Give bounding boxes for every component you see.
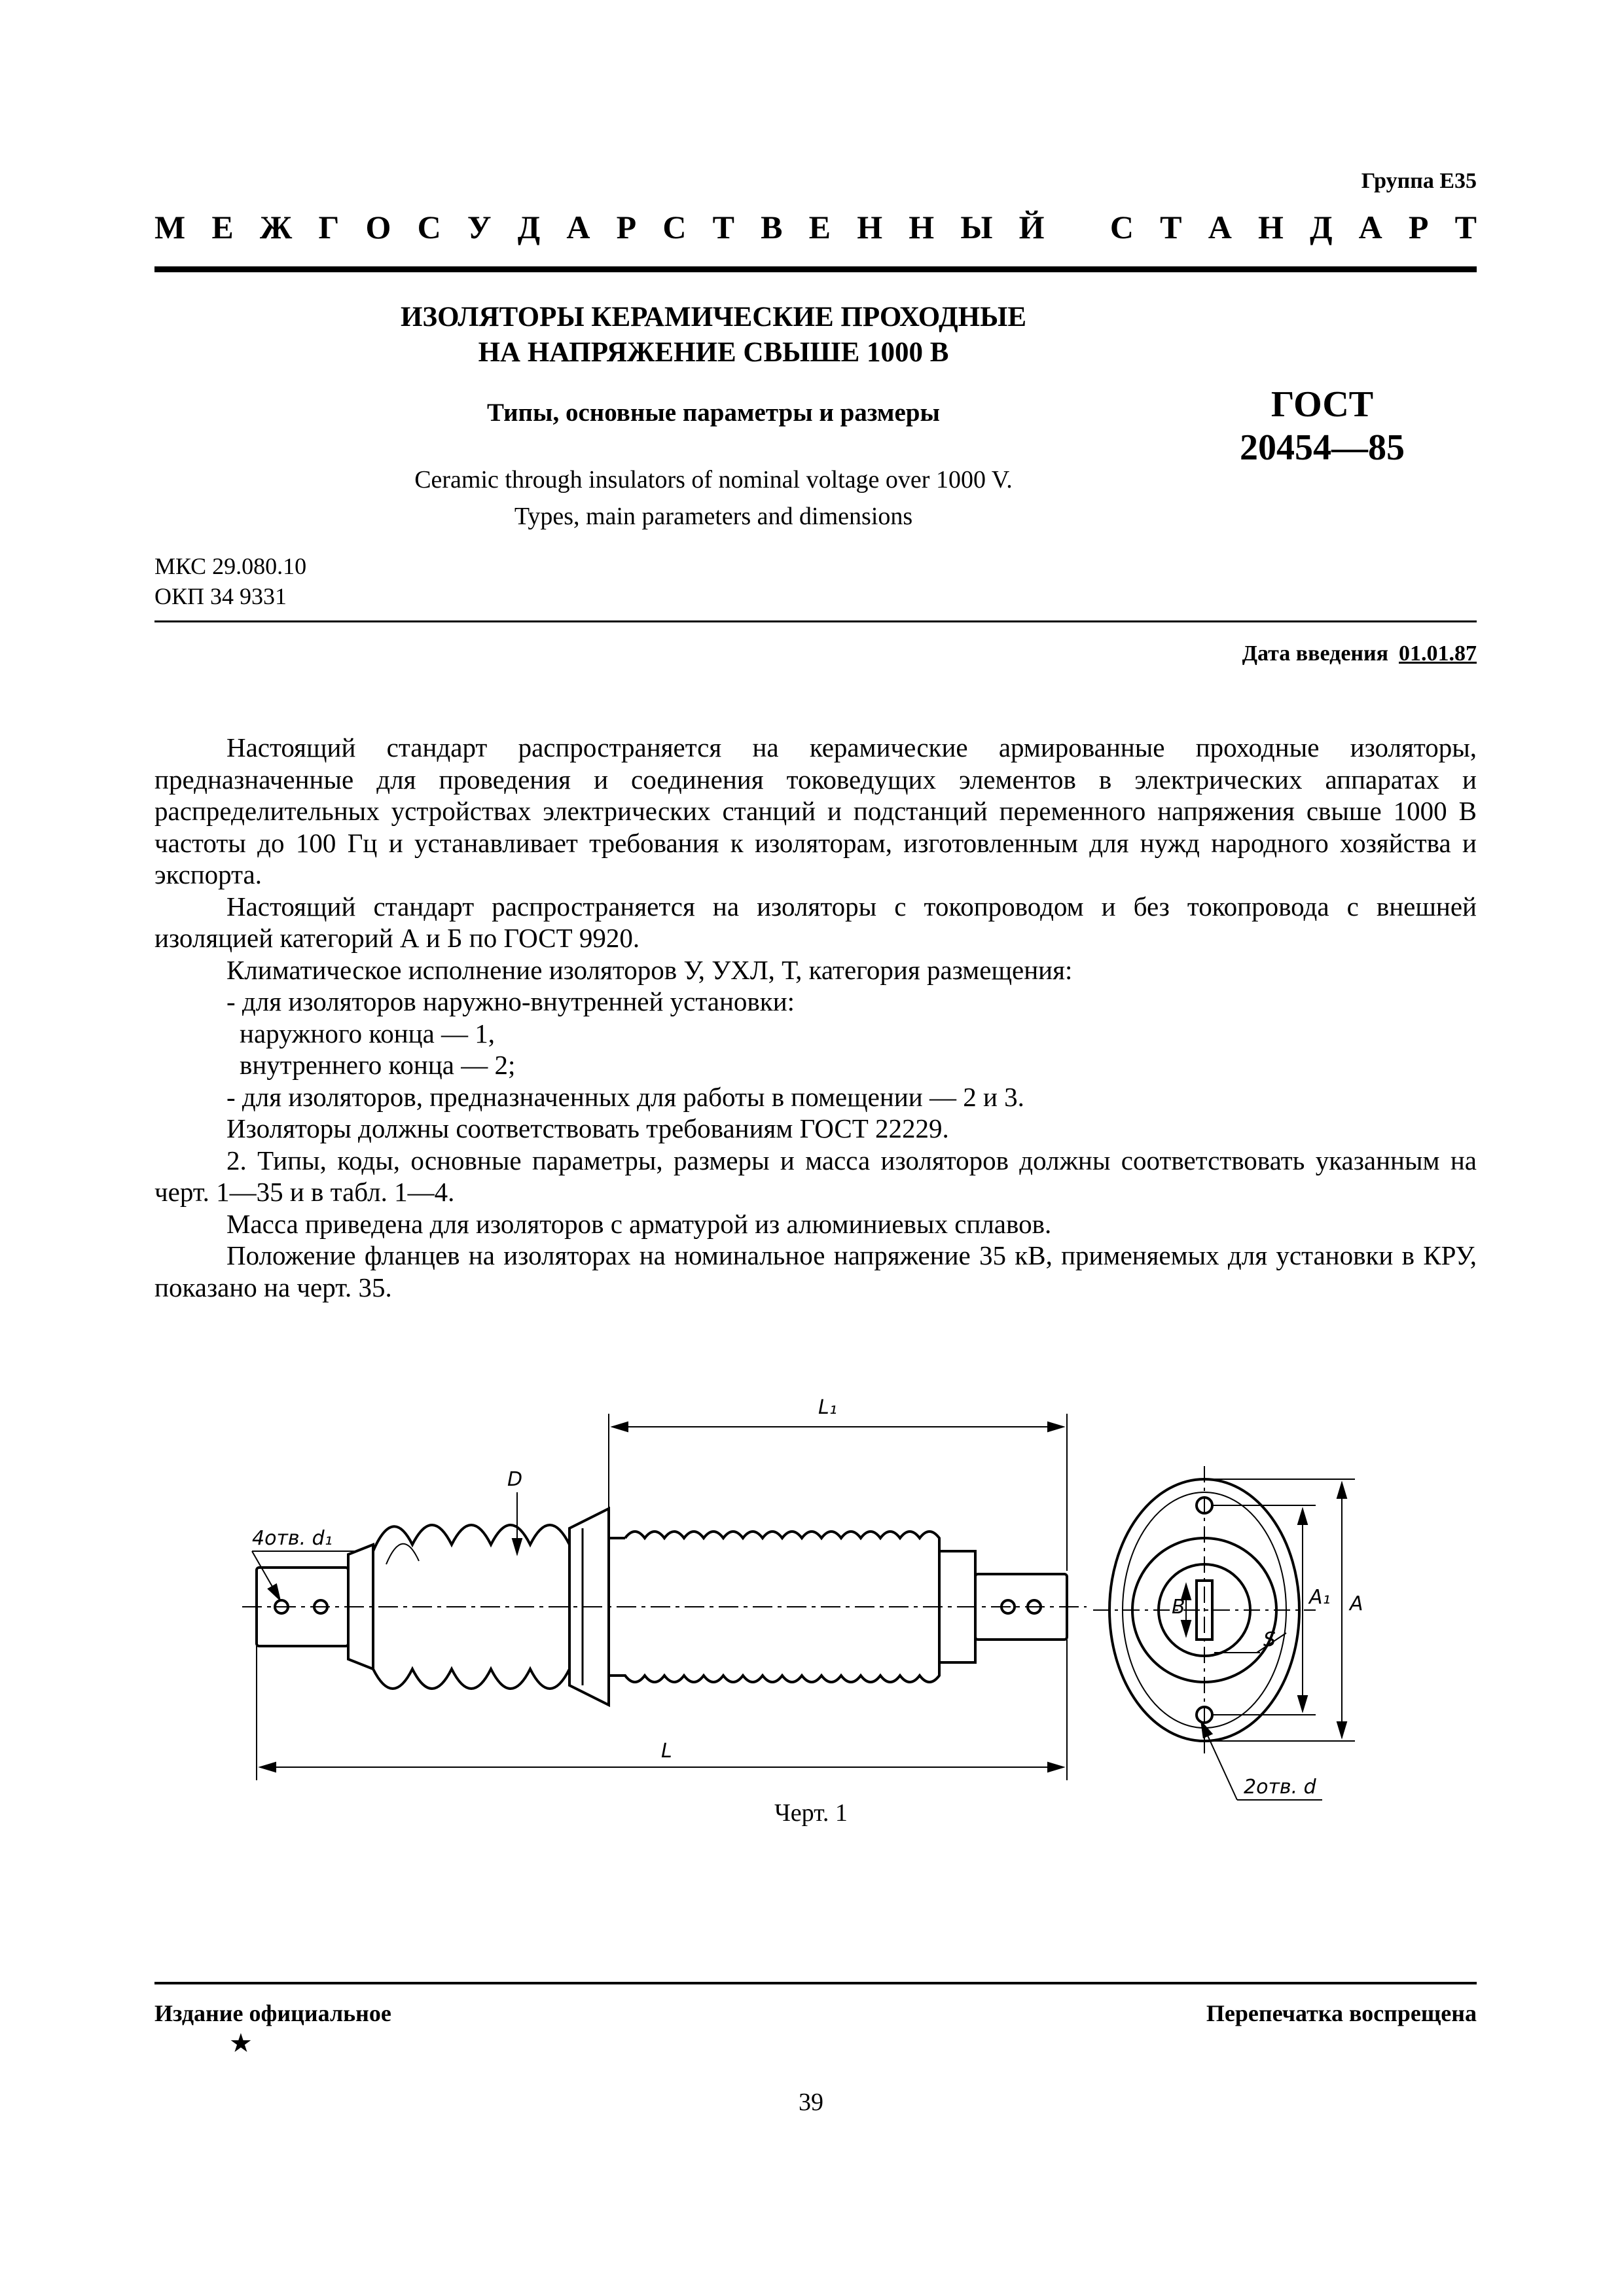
heading-letter: Р (1408, 209, 1429, 245)
paragraph-8: Изоляторы должны соответствовать требованиям ГОСТ 22229. (226, 1113, 949, 1143)
heading-letter: С (1109, 209, 1134, 245)
english-title-line-2: Types, main parameters and dimensions (514, 503, 913, 530)
heading-letter: Ж (259, 209, 293, 245)
page-number: 39 (799, 2089, 823, 2116)
document-title (275, 300, 1152, 370)
gost-code: 20454—85 (1240, 427, 1405, 468)
heading-letter: Г (318, 209, 340, 245)
heading-letter: Е (808, 209, 831, 245)
heading-letter: Т (1454, 209, 1477, 245)
paragraph-9: 2. Типы, коды, основные параметры, размеры и масса изоляторов должны соответствовать указанным на черт. 1—35 и в табл. 1—4. (154, 1145, 1477, 1207)
heading-letter: Д (1310, 209, 1333, 245)
label-d: D (507, 1468, 523, 1491)
heading-letter: С (417, 209, 441, 245)
heading-letter: Т (1160, 209, 1182, 245)
figure-caption: Черт. 1 (774, 1799, 848, 1827)
paragraph-11: Положение фланцев на изоляторах на номинальное напряжение 35 кВ, применяемых для установки в КРУ, показано на черт. 35. (154, 1240, 1477, 1302)
insulator-side-view (242, 1509, 1087, 1705)
okp-code: ОКП 34 9331 (154, 583, 287, 609)
label-b: B (1172, 1596, 1185, 1619)
label-holes-2: 2отв. d (1244, 1776, 1316, 1799)
heading-letter: Н (909, 209, 935, 245)
label-a1: A₁ (1309, 1586, 1331, 1609)
reprint-prohibited: Перепечатка воспрещена (1206, 2000, 1477, 2026)
classification-codes (154, 551, 306, 611)
heading-letter: В (761, 209, 783, 245)
label-a: A (1350, 1592, 1363, 1615)
heading-letter: М (154, 209, 186, 245)
english-title-line-1: Ceramic through insulators of nominal voltage over 1000 V. (414, 466, 1013, 493)
standard-type-heading (154, 208, 1477, 246)
title-line-1: ИЗОЛЯТОРЫ КЕРАМИЧЕСКИЕ ПРОХОДНЫЕ (400, 302, 1027, 332)
heading-word-gap (1071, 208, 1084, 246)
header-rule (154, 266, 1477, 272)
paragraph-4: - для изоляторов наружно-внутренней установки: (226, 986, 795, 1016)
gost-number (1198, 383, 1447, 469)
heading-letter: Р (616, 209, 637, 245)
label-l: L (661, 1740, 672, 1763)
date-label: Дата введения (1242, 641, 1388, 666)
paragraph-3: Климатическое исполнение изоляторов У, УХЛ, Т, категория размещения: (226, 954, 1073, 985)
insulator-drawing (242, 1388, 1368, 1859)
introduction-date (1242, 641, 1477, 666)
label-holes-4: 4отв. d₁ (252, 1527, 333, 1550)
heading-letter: Ы (960, 209, 993, 245)
heading-letter: Т (712, 209, 734, 245)
document-subtitle: Типы, основные параметры и размеры (487, 399, 940, 427)
body-text (154, 732, 1477, 1303)
heading-letter: Н (857, 209, 883, 245)
heading-letter: О (365, 209, 391, 245)
english-title (275, 461, 1152, 535)
heading-letter: Д (517, 209, 541, 245)
heading-letter: С (662, 209, 687, 245)
leader-holes-4 (252, 1551, 357, 1600)
heading-letter: У (467, 209, 492, 245)
title-line-2: НА НАПРЯЖЕНИЕ СВЫШЕ 1000 В (478, 337, 949, 368)
heading-letter: А (566, 209, 590, 245)
heading-letter: Й (1018, 209, 1045, 245)
paragraph-6: внутреннего конца — 2; (240, 1050, 516, 1080)
paragraph-5: наружного конца — 1, (240, 1018, 496, 1049)
heading-letter: Е (211, 209, 234, 245)
label-s: S (1263, 1628, 1276, 1651)
date-value: 01.01.87 (1399, 641, 1477, 666)
group-code: Группа Е35 (1361, 169, 1477, 193)
star-icon: ★ (229, 2028, 253, 2058)
heading-letter: Н (1257, 209, 1284, 245)
label-l1: L₁ (818, 1396, 837, 1419)
official-edition: Издание официальное (154, 2000, 391, 2026)
dimension-l1 (609, 1414, 1067, 1571)
paragraph-10: Масса приведена для изоляторов с арматурой из алюминиевых сплавов. (226, 1208, 1052, 1239)
footer-rule (154, 1982, 1477, 1984)
codes-rule (154, 620, 1477, 622)
paragraph-7: - для изоляторов, предназначенных для работы в помещении — 2 и 3. (226, 1081, 1024, 1112)
paragraph-1: Настоящий стандарт распространяется на керамические армированные проходные изоляторы, предназначенные для проведения и соединения токоведущих элементов в электрических аппаратах и распределительных устройствах электрических станций и подстанций переменного напряжения свыше 1000 В частоты до 100 Гц и устанавливает требования к изоляторам, изготовленным для нужд народного хозяйства и экспорта. (154, 732, 1477, 889)
mks-code: МКС 29.080.10 (154, 553, 307, 579)
heading-letter: А (1208, 209, 1232, 245)
paragraph-2: Настоящий стандарт распространяется на изоляторы с токопроводом и без токопровода с внешней изоляцией категорий А и Б по ГОСТ 9920. (154, 891, 1477, 953)
heading-letter: А (1358, 209, 1382, 245)
gost-label: ГОСТ (1271, 384, 1374, 425)
end-view-dimensions (1093, 1466, 1355, 1800)
